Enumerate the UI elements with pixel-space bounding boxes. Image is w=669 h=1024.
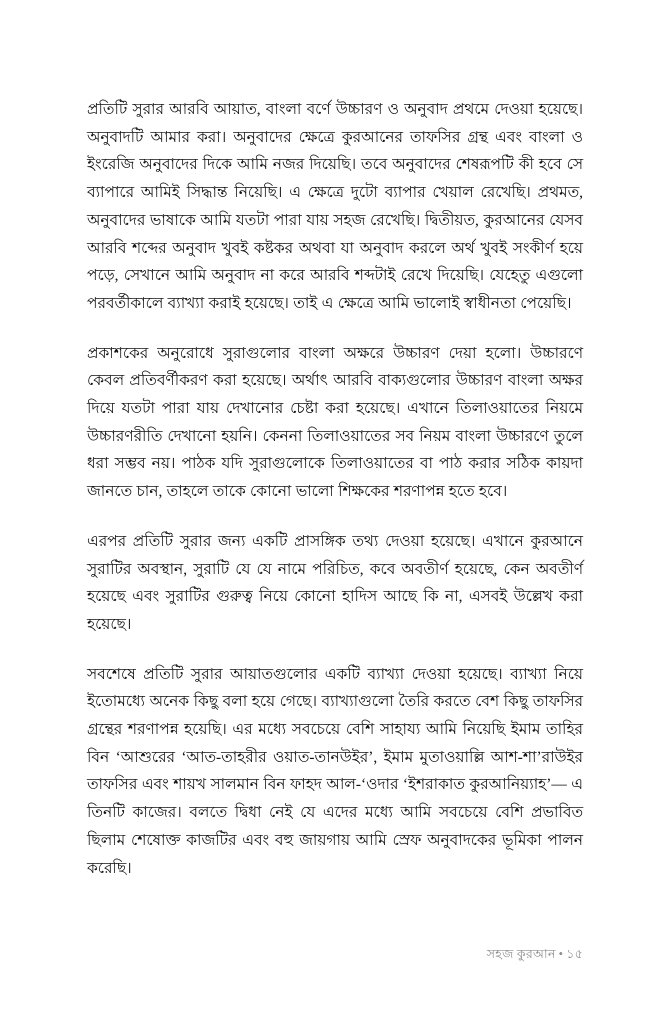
footer-page-number: ১৫	[566, 947, 583, 961]
page-footer	[87, 946, 583, 962]
footer-book-title: সহজ কুরআন	[486, 947, 556, 961]
body-paragraph-1: প্রতিটি সুরার আরবি আয়াত, বাংলা বর্ণে উচ্চারণ ও অনুবাদ প্রথমে দেওয়া হয়েছে। অনুবাদটি আমার করা। অনুবাদের ক্ষেত্রে কুরআনের তাফসির গ্রন্থ এবং বাংলা ও ইংরেজি অনুবাদের দিকে আমি নজর দিয়েছি। তবে অনুবাদের শেষরূপটি কী হবে সে ব্যাপারে আমিই সিদ্ধান্ত নিয়েছি। এ ক্ষেত্রে দুটো ব্যাপার খেয়াল রেখেছি। প্রথমত, অনুবাদের ভাষাকে আমি যতটা পারা যায় সহজ রেখেছি। দ্বিতীয়ত, কুরআনের যেসব আরবি শব্দের অনুবাদ খুবই কষ্টকর অথবা যা অনুবাদ করলে অর্থ খুবই সংকীর্ণ হয়ে পড়ে, সেখানে আমি অনুবাদ না করে আরবি শব্দটাই রেখে দিয়েছি। যেহেতু এগুলো পরবর্তীকালে ব্যাখ্যা করাই হয়েছে। তাই এ ক্ষেত্রে আমি ভালোই স্বাধীনতা পেয়েছি।	[87, 101, 583, 312]
page-text-column	[87, 96, 583, 882]
body-paragraph-2: প্রকাশকের অনুরোধে সুরাগুলোর বাংলা অক্ষরে উচ্চারণ দেয়া হলো। উচ্চারণে কেবল প্রতিবর্ণীকরণ করা হয়েছে। অর্থাৎ আরবি বাক্যগুলোর উচ্চারণ বাংলা অক্ষর দিয়ে যতটা পারা যায় দেখানোর চেষ্টা করা হয়েছে। এখানে তিলাওয়াতের নিয়মে উচ্চারণরীতি দেখানো হয়নি। কেননা তিলাওয়াতের সব নিয়ম বাংলা উচ্চারণে তুলে ধরা সম্ভব নয়। পাঠক যদি সুরাগুলোকে তিলাওয়াতের বা পাঠ করার সঠিক কায়দা জানতে চান, তাহলে তাকে কোনো ভালো শিক্ষকের শরণাপন্ন হতে হবে।	[87, 344, 583, 501]
body-paragraph-3: এরপর প্রতিটি সুরার জন্য একটি প্রাসঙ্গিক তথ্য দেওয়া হয়েছে। এখানে কুরআনে সুরাটির অবস্থান, সুরাটি যে যে নামে পরিচিত, কবে অবতীর্ণ হয়েছে, কেন অবতীর্ণ হয়েছে এবং সুরাটির গুরুত্ব নিয়ে কোনো হাদিস আছে কি না, এসবই উল্লেখ করা হয়েছে।	[87, 532, 583, 633]
footer-separator-dot: •	[558, 947, 564, 961]
body-paragraph-4: সবশেষে প্রতিটি সুরার আয়াতগুলোর একটি ব্যাখ্যা দেওয়া হয়েছে। ব্যাখ্যা নিয়ে ইতোমধ্যে অনেক কিছু বলা হয়ে গেছে। ব্যাখ্যাগুলো তৈরি করতে বেশ কিছু তাফসির গ্রন্থের শরণাপন্ন হয়েছি। এর মধ্যে সবচেয়ে বেশি সাহায্য আমি নিয়েছি ইমাম তাহির বিন ‘আশুরের ‘আত-তাহরীর ওয়াত-তানউইর’, ইমাম মুতাওয়াল্লি আশ-শা’রাউইর তাফসির এবং শায়খ সালমান বিন ফাহদ আল-‘ওদার ‘ইশরাকাত কুরআনিয়্যাহ’— এ তিনটি কাজের। বলতে দ্বিধা নেই যে এদের মধ্যে আমি সবচেয়ে বেশি প্রভাবিত ছিলাম শেষোক্ত কাজটির এবং বহু জায়গায় আমি স্রেফ অনুবাদকের ভূমিকা পালন করেছি।	[87, 665, 583, 877]
